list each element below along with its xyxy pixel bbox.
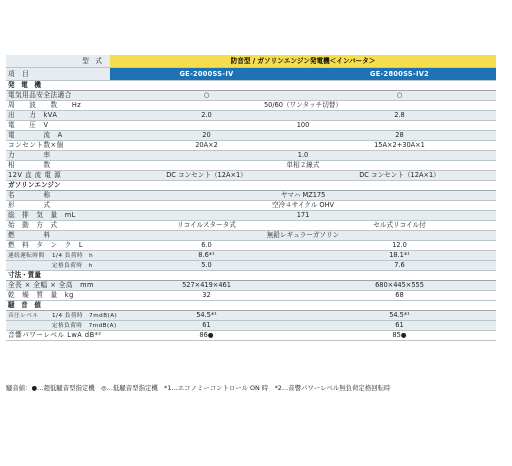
- value-b: 61: [303, 321, 496, 331]
- value-merged: 単相２線式: [110, 161, 496, 171]
- value-a: 2.0: [110, 111, 303, 121]
- table-row: [6, 121, 496, 131]
- table-row: [6, 111, 496, 121]
- product-title: 防音型 / ガソリンエンジン発電機＜インバータ＞: [110, 55, 496, 68]
- row-label-sub: 1/4 負荷時 h: [52, 252, 94, 259]
- row-label: 出 力 kVA: [6, 111, 110, 121]
- table-row: [6, 321, 496, 331]
- table-row: [6, 281, 496, 291]
- row-label: 形 式: [6, 201, 110, 211]
- table-row: [6, 251, 496, 261]
- row-label: コンセント数×個: [6, 141, 110, 151]
- header-item-label: 項 目: [6, 68, 110, 81]
- value-merged: ヤマハ MZ175: [110, 191, 496, 201]
- table-row: [6, 211, 496, 221]
- value-a: 527×419×461: [110, 281, 303, 291]
- table-row: [6, 231, 496, 241]
- value-merged: 171: [110, 211, 496, 221]
- row-label-main: 音圧レベル: [8, 312, 39, 319]
- section-title: 発 電 機: [6, 81, 496, 91]
- value-a: 20: [110, 131, 303, 141]
- table-row: [6, 91, 496, 101]
- row-label-sub: 定格負荷時 h: [52, 262, 93, 269]
- value-a: 32: [110, 291, 303, 301]
- row-label-main: 連続運転時間: [8, 252, 45, 259]
- value-a: ○: [110, 91, 303, 101]
- value-b: ○: [303, 91, 496, 101]
- row-label: [6, 321, 117, 331]
- value-b: 18.1*¹: [303, 251, 496, 261]
- value-merged: 50/60（ワンタッチ切替）: [110, 101, 496, 111]
- value-b: 28: [303, 131, 496, 141]
- value-merged: 1.0: [110, 151, 496, 161]
- value-a: 61: [110, 321, 303, 331]
- value-a: 5.0: [110, 261, 303, 271]
- section-dimensions: [6, 271, 496, 281]
- row-label: 相 数: [6, 161, 110, 171]
- section-generator: [6, 81, 496, 91]
- section-engine: [6, 181, 496, 191]
- row-label: 力 率: [6, 151, 110, 161]
- row-label: 12V 直 流 電 源: [6, 171, 110, 181]
- section-title: 騒 音 値: [6, 301, 496, 311]
- row-label: 電気用品安全法適合: [6, 91, 110, 101]
- value-a: DC コンセント（12A×1）: [110, 171, 303, 181]
- row-label-sub: 定格負荷時 7mdB(A): [52, 322, 117, 329]
- model-b-name: GE-2800SS-IV2: [303, 68, 496, 81]
- value-b: 680×445×555: [303, 281, 496, 291]
- row-label: 電 圧 V: [6, 121, 110, 131]
- table-row: [6, 261, 496, 271]
- table-row: [6, 291, 496, 301]
- model-a-name: GE-2000SS-IV: [110, 68, 303, 81]
- table-row: [6, 141, 496, 151]
- table-row: [6, 241, 496, 251]
- section-title: 寸法・質量: [6, 271, 496, 281]
- row-label-sub: 1/4 負荷時 7mdB(A): [52, 312, 118, 319]
- header-row-item: [6, 68, 496, 81]
- row-label: 総 排 気 量 mL: [6, 211, 110, 221]
- row-label: 燃 料 タ ン ク L: [6, 241, 110, 251]
- row-label: 全長 × 全幅 × 全高 mm: [6, 281, 110, 291]
- row-label: 燃 料: [6, 231, 110, 241]
- value-a: 6.0: [110, 241, 303, 251]
- value-a: 20A×2: [110, 141, 303, 151]
- footnote: 騒音値：●…超低騒音型指定機 ◎…低騒音型指定機 *1…エコノミーコントロール ON 時 *2…音響パワーレベル無負荷定格回転時: [6, 384, 391, 392]
- value-merged: 100: [110, 121, 496, 131]
- table-row: [6, 151, 496, 161]
- row-label: 名 称: [6, 191, 110, 201]
- table-row: [6, 191, 496, 201]
- table-row: [6, 131, 496, 141]
- spec-sheet: [6, 55, 496, 341]
- value-merged: 空冷４サイクル OHV: [110, 201, 496, 211]
- row-label: 周 波 数 Hz: [6, 101, 110, 111]
- table-row: [6, 311, 496, 321]
- header-row-model: [6, 55, 496, 68]
- row-label: [6, 311, 118, 321]
- value-merged: 無鉛レギュラーガソリン: [110, 231, 496, 241]
- row-label: 乾 燥 質 量 kg: [6, 291, 110, 301]
- value-b: DC コンセント（12A×1）: [303, 171, 496, 181]
- row-label: 電 流 A: [6, 131, 110, 141]
- section-noise: [6, 301, 496, 311]
- value-a: 8.6*¹: [110, 251, 303, 261]
- value-b: 68: [303, 291, 496, 301]
- row-label: [6, 261, 110, 271]
- table-row: [6, 201, 496, 211]
- value-a: リコイルスタータ式: [110, 221, 303, 231]
- table-row: [6, 331, 496, 341]
- value-a: 54.5*¹: [110, 311, 303, 321]
- table-row: [6, 161, 496, 171]
- value-b: 54.5*¹: [303, 311, 496, 321]
- value-b: 2.8: [303, 111, 496, 121]
- value-a: 86●: [110, 331, 303, 341]
- value-b: 85●: [303, 331, 496, 341]
- value-b: 15A×2+30A×1: [303, 141, 496, 151]
- table-row: [6, 171, 496, 181]
- header-model-label: 型 式: [6, 55, 110, 68]
- table-row: [6, 101, 496, 111]
- value-b: 12.0: [303, 241, 496, 251]
- row-label: 始 動 方 式: [6, 221, 110, 231]
- value-b: セル式リコイル付: [303, 221, 496, 231]
- value-b: 7.6: [303, 261, 496, 271]
- spec-table: [6, 55, 496, 341]
- row-label: [6, 251, 110, 261]
- table-row: [6, 221, 496, 231]
- row-label: 音響パワーレベル LwA dB*²: [6, 331, 110, 341]
- section-title: ガソリンエンジン: [6, 181, 496, 191]
